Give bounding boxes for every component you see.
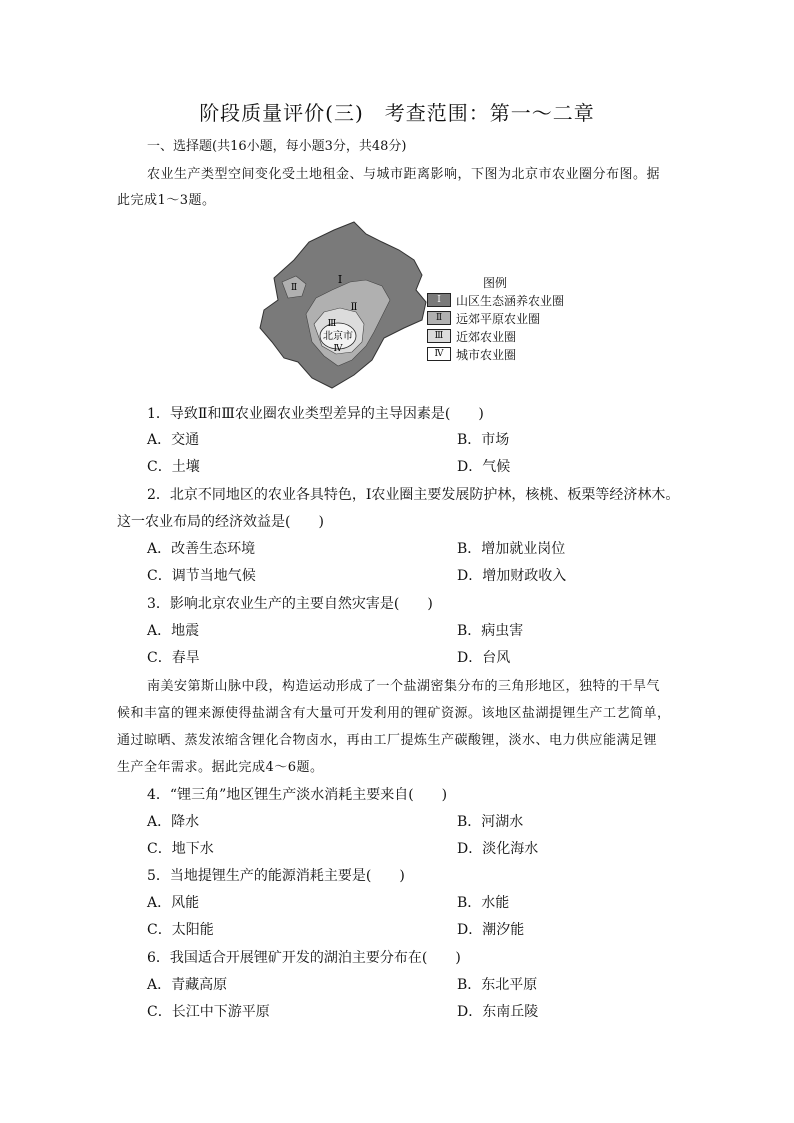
legend-title: 图例 (483, 276, 508, 290)
passage2-line1: 南美安第斯山脉中段，构造运动形成了一个盐湖密集分布的三角形地区，独特的干旱气 (147, 679, 661, 694)
question-4-option-b: B．河湖水 (457, 814, 524, 830)
question-4-option-a: A．降水 (147, 814, 200, 830)
zone-label-3: Ⅲ (327, 319, 337, 329)
legend-label: 山区生态涵养农业圈 (456, 294, 565, 308)
question-5-option-b: B．水能 (457, 895, 510, 911)
legend-label: 远郊平原农业圈 (456, 312, 541, 326)
question-6-stem: 6．我国适合开展锂矿开发的湖泊主要分布在( ) (147, 950, 461, 966)
zone-label-2-right: Ⅱ (350, 302, 358, 313)
question-2-option-a: A．改善生态环境 (147, 541, 256, 557)
question-6-option-b: B．东北平原 (457, 977, 538, 993)
zone-label-4: Ⅳ (333, 344, 343, 354)
question-2-stem-line2: 这一农业布局的经济效益是( ) (117, 514, 324, 530)
question-3-option-c: C．春旱 (147, 650, 200, 666)
question-1-option-b: B．市场 (457, 432, 510, 448)
question-5-option-c: C．太阳能 (147, 922, 214, 938)
question-1-option-d: D．气候 (457, 459, 511, 475)
question-4-stem: 4．“锂三角”地区锂生产淡水消耗主要来自( ) (147, 787, 448, 803)
map-graphic (254, 220, 434, 395)
passage2-line2: 候和丰富的锂来源使得盐湖含有大量可开发利用的锂矿资源。该地区盐湖提锂生产工艺简单， (117, 706, 671, 721)
question-6-option-d: D．东南丘陵 (457, 1004, 539, 1020)
question-2-option-d: D．增加财政收入 (457, 568, 567, 584)
question-4-option-c: C．地下水 (147, 841, 214, 857)
question-2-stem-line1: 2．北京不同地区的农业各具特色，Ⅰ农业圈主要发展防护林，核桃、板栗等经济林木。 (147, 487, 680, 503)
page-title: 阶段质量评价(三) 考查范围：第一～二章 (199, 101, 595, 125)
city-label: 北京市 (323, 331, 353, 342)
question-2-option-c: C．调节当地气候 (147, 568, 256, 584)
legend-swatch: Ⅰ (427, 293, 451, 307)
question-6-option-a: A．青藏高原 (147, 977, 228, 993)
legend-swatch: Ⅲ (427, 329, 451, 343)
question-1-stem: 1．导致Ⅱ和Ⅲ农业圈农业类型差异的主导因素是( ) (147, 406, 484, 422)
question-1-option-a: A．交通 (147, 432, 200, 448)
question-4-option-d: D．淡化海水 (457, 841, 539, 857)
question-3-option-a: A．地震 (147, 623, 200, 639)
legend-swatch: Ⅱ (427, 311, 451, 325)
passage2-line4: 生产全年需求。据此完成4～6题。 (117, 760, 324, 775)
legend-label: 近郊农业圈 (456, 330, 517, 344)
section-heading: 一、选择题(共16小题，每小题3分，共48分) (147, 139, 407, 154)
zone-label-1: Ⅰ (337, 273, 343, 286)
question-5-stem: 5．当地提锂生产的能源消耗主要是( ) (147, 868, 405, 884)
question-3-option-d: D．台风 (457, 650, 511, 666)
question-6-option-c: C．长江中下游平原 (147, 1004, 270, 1020)
passage1-line2: 此完成1～3题。 (117, 193, 216, 208)
question-2-option-b: B．增加就业岗位 (457, 541, 566, 557)
question-3-option-b: B．病虫害 (457, 623, 524, 639)
legend-label: 城市农业圈 (456, 348, 517, 362)
legend-swatch: Ⅳ (427, 347, 451, 361)
question-3-stem: 3．影响北京农业生产的主要自然灾害是( ) (147, 596, 433, 612)
passage1-line1: 农业生产类型空间变化受土地租金、与城市距离影响，下图为北京市农业圈分布图。据 (147, 167, 661, 182)
question-5-option-d: D．潮汐能 (457, 922, 525, 938)
passage2-line3: 通过晾晒、蒸发浓缩含锂化合物卤水，再由工厂提炼生产碳酸锂，淡水、电力供应能满足锂 (117, 733, 658, 748)
zone-label-2-left: Ⅱ (290, 283, 298, 293)
question-5-option-a: A．风能 (147, 895, 200, 911)
question-1-option-c: C．土壤 (147, 459, 200, 475)
